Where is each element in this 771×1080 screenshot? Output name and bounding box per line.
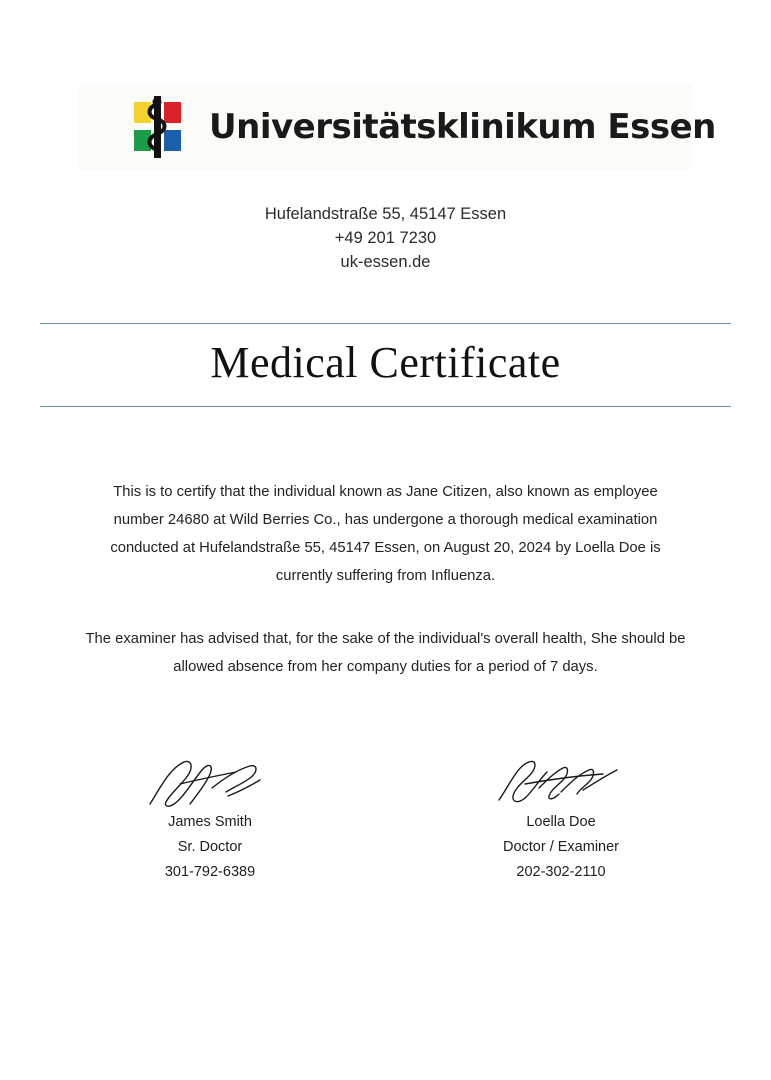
handwritten-signature-icon [411, 752, 711, 810]
signature-row [60, 752, 711, 885]
contact-website: uk-essen.de [340, 253, 431, 271]
certificate-statement: This is to certify that the individual known as Jane Citizen, also known as employee number 24680 at Wild Berries Co., has undergone a thorough medical examination conducted at Hufelandstraße 55, 45147 Essen, on August 20, 2024 by Loella Doe is currently suffering from Influenza. [110, 484, 661, 584]
signature-block-left [60, 752, 360, 885]
signer-name: James Smith [168, 814, 252, 830]
signer-phone: 202-302-2110 [516, 864, 606, 880]
signer-role: Doctor / Examiner [502, 839, 620, 855]
letterhead [79, 84, 716, 170]
signer-role: Sr. Doctor [177, 839, 243, 855]
signer-phone: 301-792-6389 [164, 864, 256, 880]
page-title: Medical Certificate [210, 338, 561, 387]
handwritten-signature-icon [60, 752, 360, 810]
contact-address: Hufelandstraße 55, 45147 Essen [264, 205, 507, 223]
signature-block-right [411, 752, 711, 885]
asclepius-rod-icon [121, 96, 195, 158]
contact-block [0, 202, 771, 274]
organization-name: Universitätsklinikum Essen [209, 107, 716, 147]
title-block [40, 323, 731, 407]
signer-name: Loella Doe [526, 814, 596, 830]
examiner-advice: The examiner has advised that, for the sake of the individual's overall health, She should be allowed absence from her company duties for a period of 7 days. [85, 631, 686, 675]
contact-phone: +49 201 7230 [334, 229, 437, 247]
